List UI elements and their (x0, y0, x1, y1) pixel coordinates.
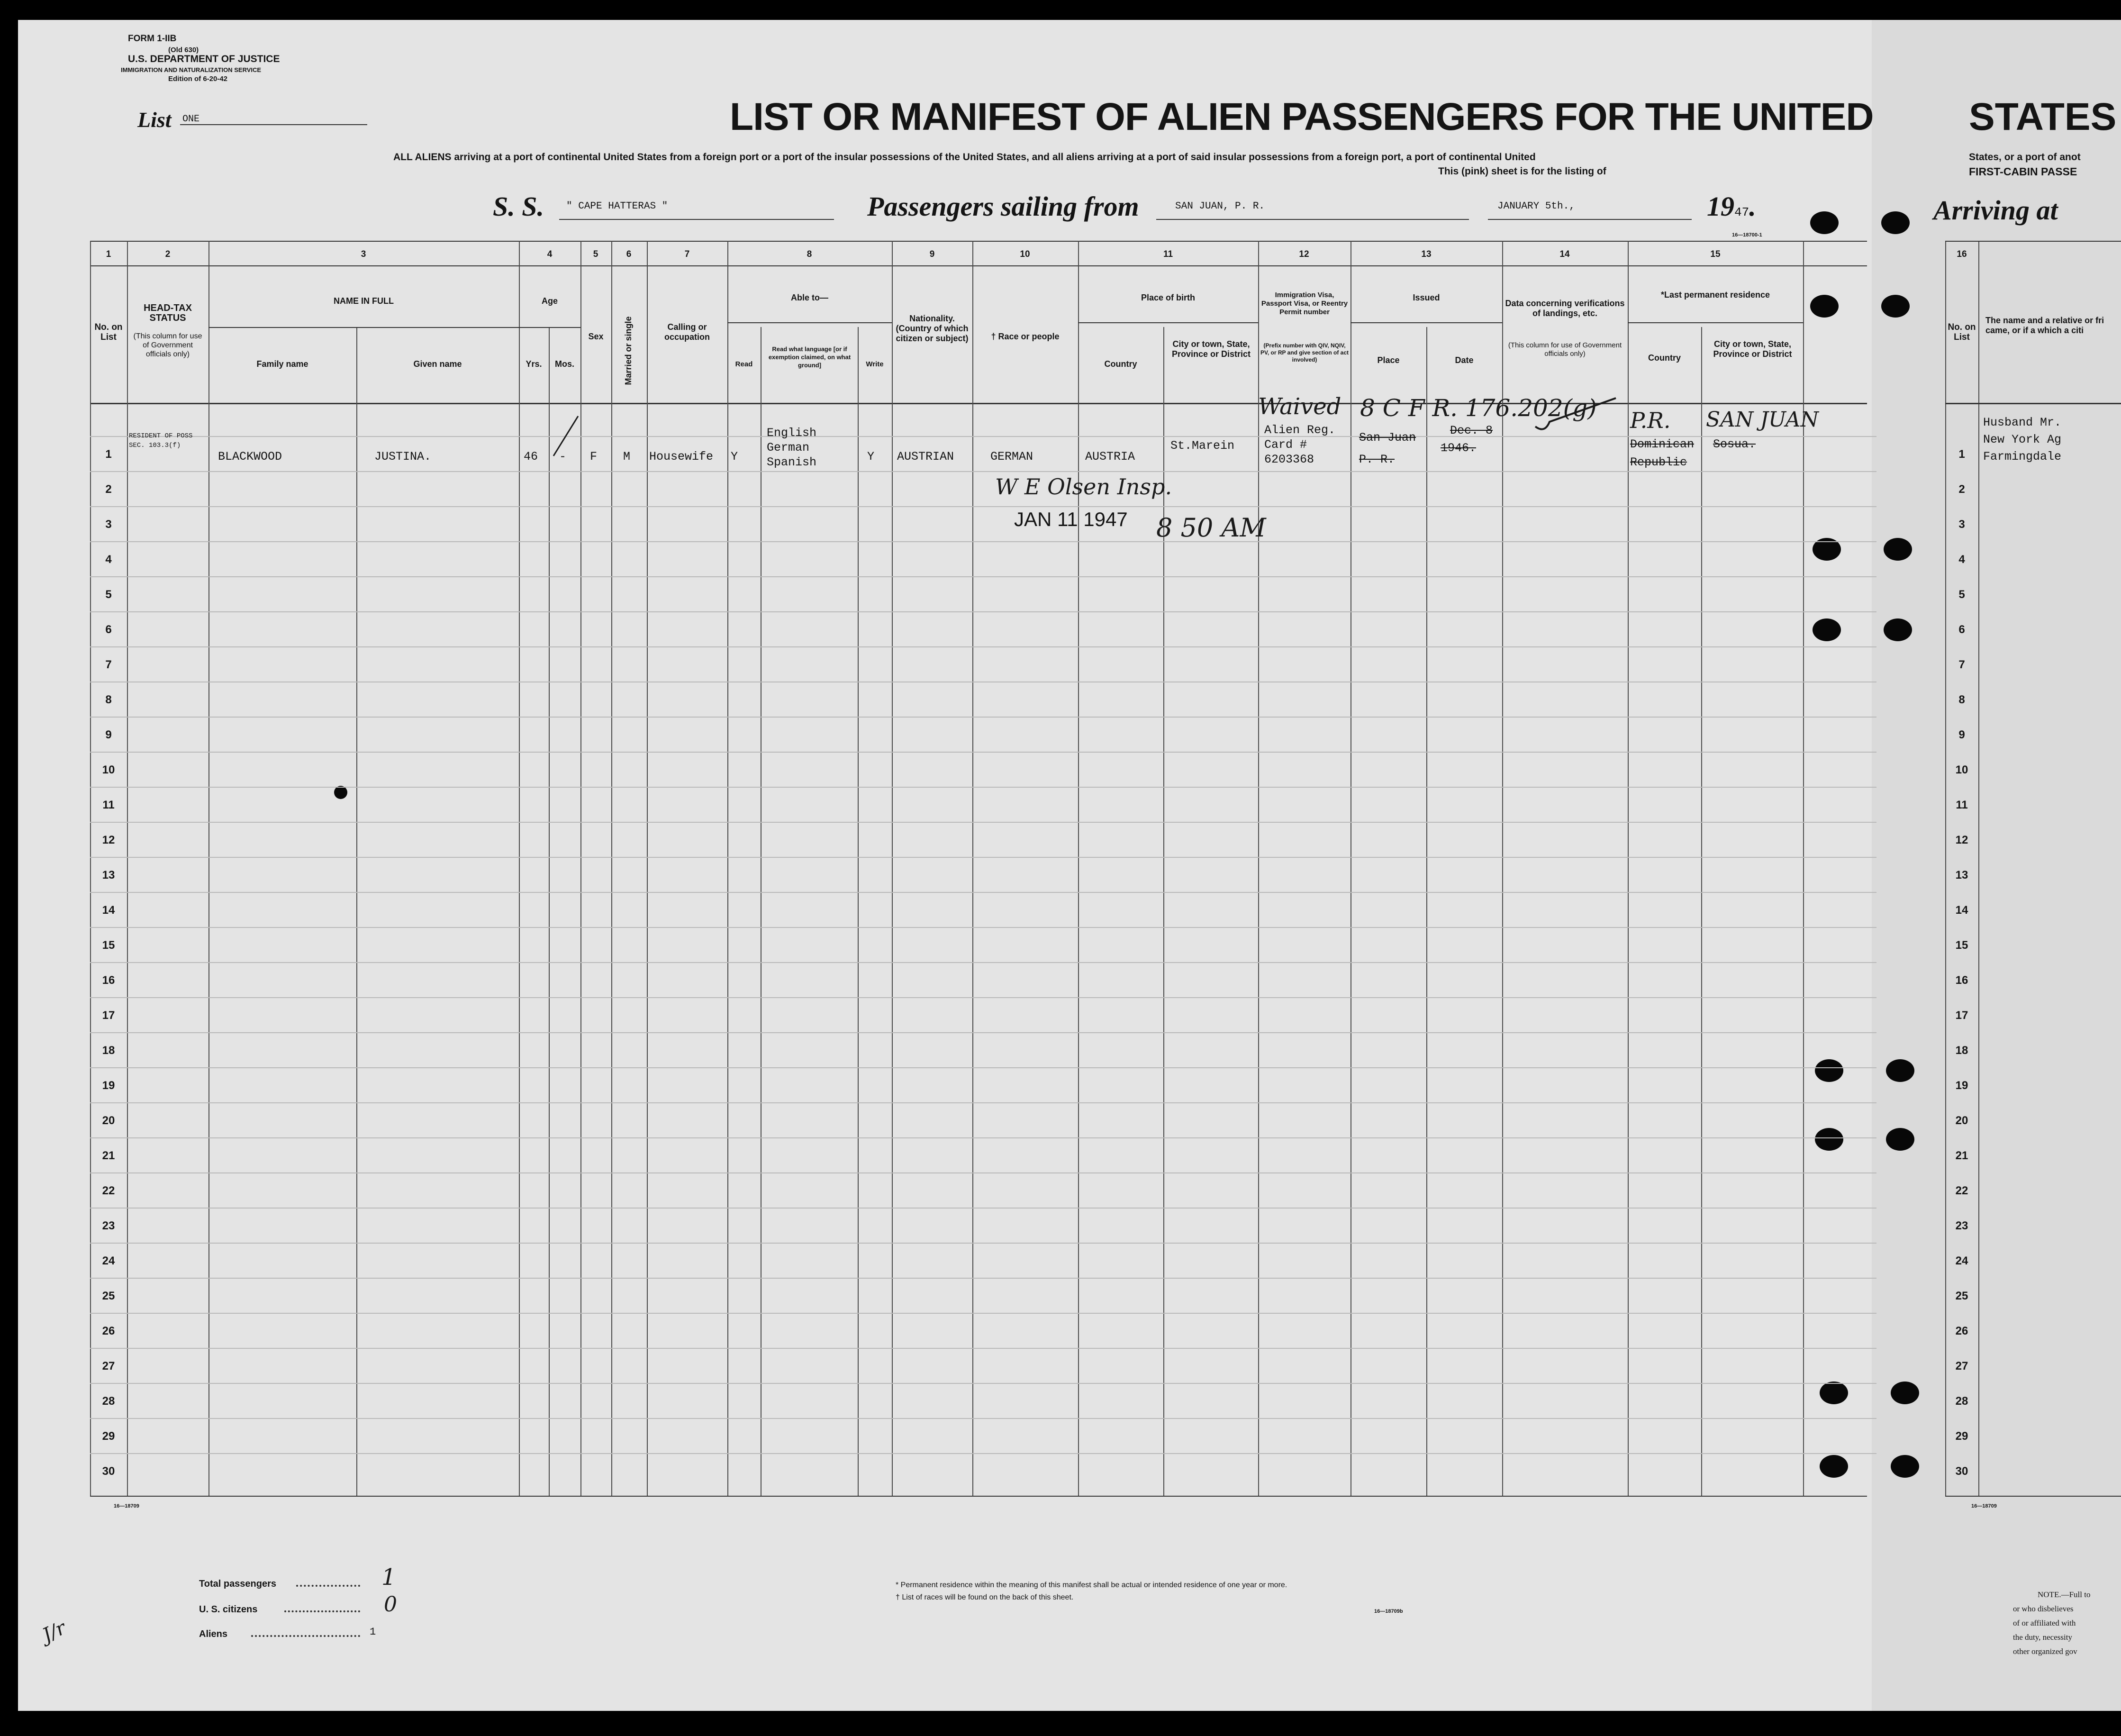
total-passengers-dots (296, 1585, 360, 1587)
col-number-1: 1 (106, 249, 111, 259)
vline-family-given (356, 327, 357, 1496)
binding-hole (1815, 1128, 1843, 1151)
header-able-to: Able to— (791, 293, 828, 302)
row-divider (90, 962, 1876, 963)
row-number-right: 23 (1955, 1219, 1968, 1232)
row-number-right: 30 (1955, 1465, 1968, 1478)
birth-subhead-rule (1078, 322, 1258, 323)
service-name: IMMIGRATION AND NATURALIZATION SERVICE (121, 66, 262, 73)
header-birth-city: City or town, State, Province or District (1171, 339, 1251, 359)
handwritten-inspector: W E Olsen Insp. (995, 474, 1172, 500)
row1-read: Y (731, 450, 738, 464)
header-married-single: Married or single (624, 316, 633, 385)
header-family-name: Family name (256, 359, 308, 369)
header-race: † Race or people (991, 332, 1060, 341)
row-number-left: 24 (102, 1254, 115, 1267)
header-issued-place: Place (1377, 355, 1400, 365)
binding-hole (1881, 295, 1910, 318)
row-divider (90, 787, 1876, 788)
footnote-residence: * Permanent residence within the meaning of this manifest shall be actual or intended residence of one year or more. (896, 1581, 1287, 1589)
row-number-left: 17 (102, 1009, 115, 1022)
row1-issued-place-2: P. R. (1359, 453, 1395, 466)
note-line-5: other organized gov (2013, 1647, 2077, 1656)
subtitle-right2: FIRST-CABIN PASSE (1969, 165, 2077, 178)
row-number-left: 25 (102, 1290, 115, 1302)
row-divider (90, 436, 1876, 437)
row-number-left: 4 (105, 553, 112, 566)
header-nationality: Nationality. (Country of which citizen or subject) (896, 314, 969, 343)
row-divider (90, 1172, 1876, 1173)
sailing-date: JANUARY 5th., (1497, 201, 1575, 212)
header-res-country: Country (1648, 353, 1681, 363)
row1-calling: Housewife (649, 450, 714, 464)
row-number-left: 12 (102, 834, 115, 846)
row1-nationality: AUSTRIAN (897, 450, 954, 464)
row1-age-yrs: 46 (524, 450, 538, 464)
row-number-right: 21 (1955, 1149, 1968, 1162)
header-no-on-list: No. on List (94, 322, 123, 342)
row-number-left: 30 (102, 1465, 115, 1478)
row1-language-1: English (767, 426, 817, 440)
row1-res-city: Sosua. (1713, 437, 1756, 451)
col-number-15: 15 (1710, 249, 1721, 259)
footnote-races: † List of races will be found on the back of this sheet. (896, 1593, 1074, 1601)
row-divider (90, 1137, 1876, 1138)
row1-family-name: BLACKWOOD (218, 450, 282, 464)
header-name-in-full: NAME IN FULL (334, 296, 394, 306)
header-issued: Issued (1413, 293, 1440, 302)
row1-sex: F (590, 450, 598, 464)
col-number-8: 8 (807, 249, 812, 259)
header-no-on-list-right: No. on List (1948, 322, 1976, 342)
row-number-right: 7 (1958, 658, 1965, 671)
note-line-1: NOTE.—Full to (2038, 1590, 2091, 1599)
row-number-left: 14 (102, 904, 115, 917)
row-number-right: 8 (1958, 693, 1965, 706)
col-number-5: 5 (593, 249, 598, 259)
row-number-right: 1 (1958, 448, 1965, 461)
col-number-11: 11 (1163, 249, 1173, 259)
column-divider (972, 241, 973, 1496)
note-line-4: the duty, necessity (2013, 1633, 2072, 1642)
row-number-left: 29 (102, 1430, 115, 1443)
aliens-label: Aliens (199, 1629, 228, 1639)
row1-relative-1: Husband Mr. (1983, 416, 2062, 429)
binding-hole (1881, 211, 1910, 234)
ship-underline (559, 219, 834, 220)
col-number-2: 2 (165, 249, 171, 259)
row-divider (90, 506, 1876, 507)
header-read: Read (735, 360, 753, 368)
row-divider (90, 611, 1876, 612)
row1-age-slash (550, 412, 583, 460)
row-number-left: 18 (102, 1044, 115, 1057)
column-divider (127, 241, 128, 1496)
row-number-left: 22 (102, 1184, 115, 1197)
issued-subhead-rule (1351, 322, 1502, 323)
row-number-right: 26 (1955, 1325, 1968, 1337)
row-number-left: 16 (102, 974, 115, 987)
row-number-right: 2 (1958, 483, 1965, 496)
row-divider (90, 1067, 1876, 1068)
edition-label: Edition of 6-20-42 (168, 75, 228, 83)
row-number-right: 6 (1958, 623, 1965, 636)
column-divider (1258, 241, 1259, 1496)
header-verifications: Data concerning verifications of landings, etc. (1505, 299, 1625, 318)
residence-subhead-rule (1628, 322, 1803, 323)
row-number-left: 19 (102, 1079, 115, 1092)
header-relative: The name and a relative or fri came, or if a which a citi (1985, 316, 2104, 335)
ink-spot (334, 786, 347, 799)
row-number-right: 22 (1955, 1184, 1968, 1197)
row-number-left: 7 (105, 658, 112, 671)
binding-hole (1886, 1059, 1914, 1082)
header-sex: Sex (588, 332, 604, 341)
row-number-right: 15 (1955, 939, 1968, 952)
row1-race: GERMAN (990, 450, 1033, 464)
header-visa: Immigration Visa, Passport Visa, or Reentry Permit number (1261, 291, 1348, 316)
column-divider (611, 241, 612, 1496)
row-number-right: 25 (1955, 1290, 1968, 1302)
form-id: FORM 1-IIB (128, 34, 177, 44)
column-divider (727, 241, 728, 1496)
row-number-left: 11 (102, 799, 115, 811)
handwritten-res-country: P.R. (1630, 408, 1671, 433)
header-res-city: City or town, State, Province or District (1713, 339, 1792, 359)
row-number-right: 3 (1958, 518, 1965, 531)
table-bottom-border (90, 1496, 1867, 1497)
column-divider (1078, 241, 1079, 1496)
column-number-border (90, 265, 1867, 266)
row-number-right: 14 (1955, 904, 1968, 917)
row-number-right: 17 (1955, 1009, 1968, 1022)
row-number-right: 11 (1956, 799, 1968, 811)
form-code-bottom-left: 16—18709 (114, 1503, 139, 1509)
row-divider (90, 857, 1876, 858)
header-age: Age (541, 296, 558, 306)
column-divider (1945, 241, 1946, 1496)
col-number-10: 10 (1020, 249, 1030, 259)
col-number-13: 13 (1421, 249, 1432, 259)
binding-hole (1815, 1059, 1843, 1082)
row-number-right: 5 (1958, 588, 1965, 601)
column-divider (519, 241, 520, 1496)
us-citizens-value: 0 (384, 1592, 397, 1617)
row1-relative-3: Farmingdale (1983, 450, 2062, 464)
row-number-left: 9 (105, 728, 112, 741)
handwritten-waived: Waived (1258, 393, 1341, 420)
row-number-left: 20 (102, 1114, 115, 1127)
row-divider (90, 752, 1876, 753)
row-number-right: 12 (1955, 834, 1968, 846)
handwritten-check-mark (1531, 393, 1621, 436)
header-write: Write (866, 360, 884, 368)
handwritten-cfr: 8 C F R. 176.202(g) (1360, 394, 1597, 422)
binding-hole (1884, 538, 1912, 561)
header-calling: Calling or occupation (664, 322, 710, 342)
us-citizens-label: U. S. citizens (199, 1604, 258, 1615)
row1-given-name: JUSTINA. (374, 450, 432, 464)
row1-issued-place-1: San Juan (1359, 431, 1416, 445)
row-number-left: 3 (105, 518, 112, 531)
header-visa-note: (Prefix number with QIV, NQIV, PV, or RP and give section of act involved) (1260, 342, 1349, 363)
col-number-3: 3 (361, 249, 366, 259)
row1-res-country-1: Dominican (1630, 437, 1695, 451)
form-code-bottom-right: 16—18709 (1971, 1503, 1997, 1509)
aliens-dots (251, 1635, 360, 1637)
row1-head-tax: RESIDENT OF POSS SEC. 103.3(f) (129, 432, 193, 449)
department-name: U.S. DEPARTMENT OF JUSTICE (128, 54, 280, 64)
table-top-border (90, 241, 1867, 242)
row1-relative-2: New York Ag (1983, 433, 2062, 446)
row-divider (90, 822, 1876, 823)
total-passengers-value: 1 (381, 1564, 396, 1591)
subtitle-right1: States, or a port of anot (1969, 152, 2081, 163)
handwritten-res-city: SAN JUAN (1706, 408, 1819, 432)
col-number-4: 4 (547, 249, 553, 259)
col-number-9: 9 (929, 249, 935, 259)
row-number-left: 28 (102, 1395, 115, 1408)
row-number-right: 10 (1955, 763, 1968, 776)
header-verifications-note: (This column for use of Government officials only) (1508, 341, 1622, 358)
row-divider (90, 541, 1876, 542)
row-number-right: 9 (1958, 728, 1965, 741)
row-number-left: 23 (102, 1219, 115, 1232)
row1-birth-city: St.Marein (1170, 439, 1235, 453)
ship-name: " CAPE HATTERAS " (566, 201, 668, 212)
row-number-left: 8 (105, 693, 112, 706)
binding-hole (1884, 618, 1912, 641)
vline-write (858, 327, 859, 1496)
age-subhead-rule (519, 327, 580, 328)
row-number-right: 28 (1955, 1395, 1968, 1408)
row-divider (90, 1102, 1876, 1103)
name-subhead-rule (208, 327, 519, 328)
col-number-16: 16 (1957, 249, 1967, 259)
subtitle-line2: This (pink) sheet is for the listing of (1438, 166, 1606, 177)
binding-hole (1891, 1455, 1919, 1478)
column-divider (1978, 241, 1979, 1496)
binding-hole (1820, 1382, 1848, 1404)
row-number-right: 16 (1955, 974, 1968, 987)
row1-visa-line1: Alien Reg. (1264, 423, 1336, 437)
form-code-top-right: 16—18700-1 (1732, 232, 1762, 238)
row1-married: M (623, 450, 631, 464)
row-number-right: 29 (1955, 1430, 1968, 1443)
handwritten-time: 8 50 AM (1156, 513, 1266, 543)
col-number-6: 6 (626, 249, 632, 259)
row-divider (90, 1278, 1876, 1279)
row-number-left: 26 (102, 1325, 115, 1337)
header-head-tax: HEAD-TAX STATUS (144, 303, 192, 323)
row-divider (90, 1313, 1876, 1314)
row1-issued-date-2: 1946. (1441, 441, 1477, 455)
row-number-right: 13 (1955, 869, 1968, 882)
row-number-left: 27 (102, 1360, 115, 1372)
row-divider (90, 1453, 1876, 1454)
sailing-from-label: Passengers sailing from (867, 191, 1139, 222)
vline-issued (1426, 327, 1427, 1496)
able-subhead-rule (727, 322, 892, 323)
row-number-left: 2 (105, 483, 112, 496)
binding-hole (1810, 295, 1839, 318)
date-underline (1488, 219, 1692, 220)
header-head-tax-note: (This column for use of Government officials only) (133, 332, 202, 358)
row1-write: Y (867, 450, 875, 464)
us-citizens-dots (284, 1610, 360, 1612)
sailing-from: SAN JUAN, P. R. (1175, 201, 1265, 212)
manifest-sheet (18, 20, 2121, 1711)
page-title-continued: STATES (1969, 95, 2117, 138)
row1-language-3: Spanish (767, 455, 817, 469)
row1-visa-line2: Card # (1264, 438, 1307, 452)
row-number-left: 6 (105, 623, 112, 636)
vline-yrs-mos (549, 327, 550, 1496)
row-number-right: 24 (1955, 1254, 1968, 1267)
row-number-left: 21 (102, 1149, 115, 1162)
row-divider (90, 1418, 1876, 1419)
row-divider (90, 646, 1876, 647)
row-number-left: 15 (102, 939, 115, 952)
arriving-label: Arriving at (1933, 195, 2058, 226)
column-divider (892, 241, 893, 1496)
row-divider (90, 927, 1876, 928)
binding-hole (1820, 1455, 1848, 1478)
header-issued-date: Date (1455, 355, 1474, 365)
header-place-of-birth: Place of birth (1141, 293, 1196, 302)
row-number-left: 10 (102, 763, 115, 776)
row-divider (90, 892, 1876, 893)
row1-language-2: German (767, 441, 810, 454)
header-mos: Mos. (554, 359, 574, 369)
footnote-form-code: 16—18709b (1374, 1609, 1403, 1614)
row-number-right: 4 (1958, 553, 1965, 566)
from-underline (1156, 219, 1469, 220)
handwritten-margin-mark: J/r (39, 1617, 70, 1647)
row-divider (90, 1208, 1876, 1209)
arrival-stamp-date: JAN 11 1947 (1014, 508, 1128, 530)
row-divider (90, 1243, 1876, 1244)
header-last-residence: *Last permanent residence (1660, 290, 1770, 300)
row-divider (90, 717, 1876, 718)
row-divider (90, 997, 1876, 998)
binding-hole (1810, 211, 1839, 234)
list-value: ONE (182, 114, 200, 125)
row-number-right: 27 (1955, 1360, 1968, 1372)
page-title: LIST OR MANIFEST OF ALIEN PASSENGERS FOR THE UNITED (730, 95, 1874, 138)
row1-visa-line3: 6203368 (1264, 453, 1314, 466)
note-line-2: or who disbelieves (2013, 1604, 2074, 1613)
row-divider (90, 471, 1876, 472)
row-divider (90, 576, 1876, 577)
binding-hole (1813, 618, 1841, 641)
binding-hole (1886, 1128, 1914, 1151)
row1-res-country-2: Republic (1630, 455, 1687, 469)
old-form-number: (Old 630) (168, 46, 199, 54)
column-divider (647, 241, 648, 1496)
header-read-language: Read what language [or if exemption claimed, on what ground] (768, 345, 851, 369)
vline-residence (1701, 327, 1702, 1496)
row-divider (90, 1032, 1876, 1033)
note-line-3: of or affiliated with (2013, 1618, 2076, 1627)
row1-issued-date-1: Dec. 8 (1450, 424, 1493, 437)
header-birth-country: Country (1104, 359, 1137, 369)
row-number-left: 1 (105, 448, 112, 461)
list-underline (180, 124, 367, 125)
row-number-right: 18 (1955, 1044, 1968, 1057)
row-number-left: 5 (105, 588, 112, 601)
row-number-right: 20 (1955, 1114, 1968, 1127)
header-given-name: Given name (413, 359, 462, 369)
row1-age-mos: - (559, 450, 567, 464)
col-number-7: 7 (684, 249, 690, 259)
ss-label: S. S. (493, 191, 544, 222)
col-number-12: 12 (1299, 249, 1309, 259)
column-divider (208, 241, 209, 1496)
row1-birth-country: AUSTRIA (1085, 450, 1135, 464)
header-yrs: Yrs. (526, 359, 542, 369)
row-divider (90, 1348, 1876, 1349)
col-number-14: 14 (1559, 249, 1570, 259)
row-divider (90, 1383, 1876, 1384)
binding-hole (1891, 1382, 1919, 1404)
column-divider (90, 241, 91, 1496)
year: 1947. (1707, 191, 1756, 222)
column-divider (1502, 241, 1503, 1496)
column-divider (1628, 241, 1629, 1496)
row-number-left: 13 (102, 869, 115, 882)
row-number-right: 19 (1955, 1079, 1968, 1092)
vline-birth (1163, 327, 1164, 1496)
list-label: List (137, 108, 172, 132)
total-passengers-label: Total passengers (199, 1579, 277, 1589)
aliens-value: 1 (370, 1626, 376, 1638)
subtitle-line1: ALL ALIENS arriving at a port of continental United States from a foreign port or a port of the insular possessions of the United States, and all aliens arriving at a port of said insular possessions from a foreign port, a port of continental United (393, 152, 1536, 163)
